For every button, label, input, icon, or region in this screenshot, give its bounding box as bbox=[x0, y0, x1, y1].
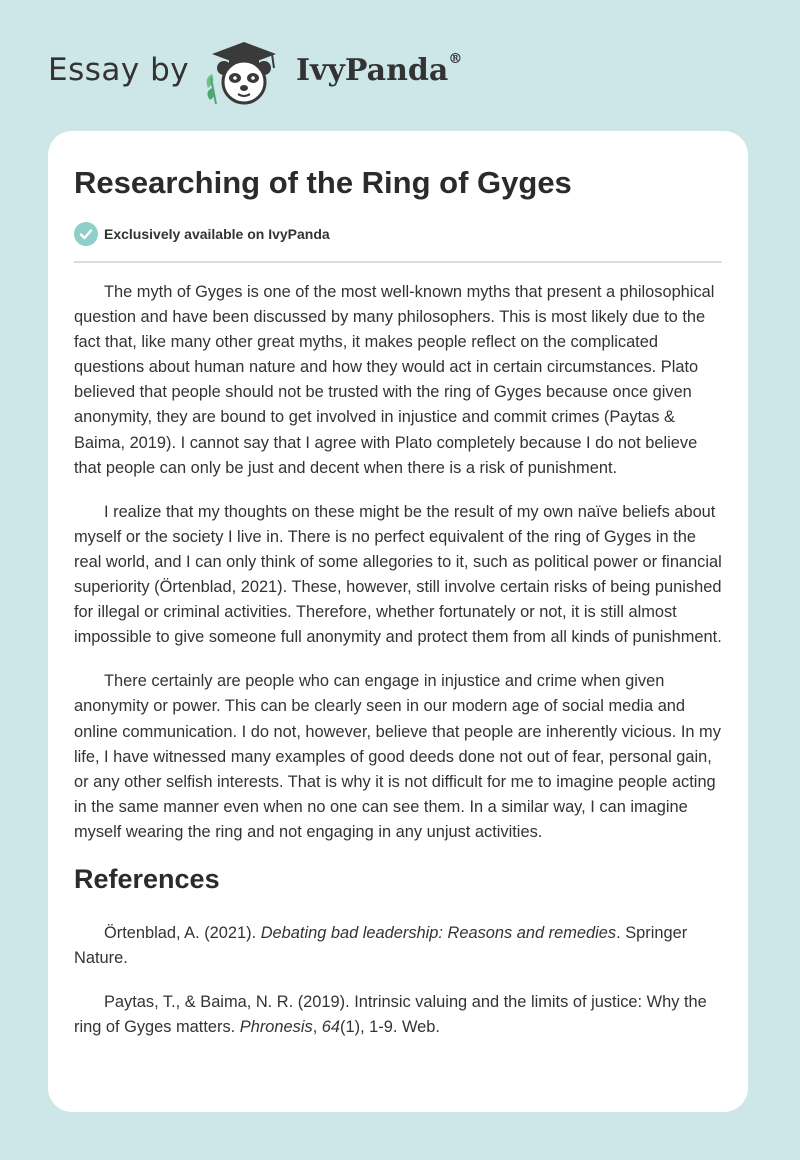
paragraph-3: There certainly are people who can engage in injustice and crime when given anonymity or power. This can be clearly seen in our modern age of social media and online communication. I do not, however, believe that people are inherently vicious. In my life, I have witnessed many examples of good deeds done not out of fear, personal gain, or any other selfish interests. That is why it is not difficult for me to imagine people acting in the same manner even when no one can see them. In a similar way, I can imagine myself wearing the ring and not engaging in any unjust activities. bbox=[74, 672, 721, 841]
title-divider bbox=[74, 261, 722, 263]
paragraph-1: The myth of Gyges is one of the most well-known myths that present a philosophical question and have been discussed by many philosophers. This is most likely due to the fact that, like many other great myths, it makes people reflect on the complicated questions about human nature and how they would act in certain circumstances. Plato believed that people should not be trusted with the ring of Gyges because once given anonymity, they are bound to get involved in injustice and commit crimes (Paytas & Baima, 2019). I cannot say that I agree with Plato completely because I do not believe that people can only be just and decent when there is a risk of punishment. bbox=[74, 283, 715, 477]
reference-1: Örtenblad, A. (2021). Debating bad leadership: Reasons and remedies. Springer Nature. bbox=[74, 923, 688, 968]
essay-body bbox=[74, 280, 724, 1059]
site-header bbox=[48, 38, 468, 108]
essay-card bbox=[48, 131, 748, 1112]
exclusive-badge bbox=[74, 221, 330, 247]
paragraph-2: I realize that my thoughts on these might be the result of my own naïve beliefs about myself or the society I live in. There is no perfect equivalent of the ring of Gyges in the real world, and I can only think of some allegories to it, such as political power or financial superiority (Örtenblad, 2021). These, however, still involve certain risks of being punished for illegal or criminal activities. Therefore, whether fortunately or not, it is still almost impossible to give someone full anonymity and protect them from all kinds of punishment. bbox=[74, 502, 722, 647]
brand-prefix: Essay by bbox=[48, 52, 190, 88]
reference-2: Paytas, T., & Baima, N. R. (2019). Intrinsic valuing and the limits of justice: Why the ring of Gyges matters. Phronesis, 64(1), 1-9. Web. bbox=[74, 993, 707, 1037]
essay-title: Researching of the Ring of Gyges bbox=[74, 165, 572, 200]
exclusive-label: Exclusively available on IvyPanda bbox=[104, 226, 330, 242]
references-heading: References bbox=[74, 863, 220, 894]
brand-name[interactable]: IvyPanda® bbox=[296, 51, 463, 88]
check-icon bbox=[74, 222, 98, 246]
panda-logo-icon[interactable] bbox=[202, 38, 292, 113]
